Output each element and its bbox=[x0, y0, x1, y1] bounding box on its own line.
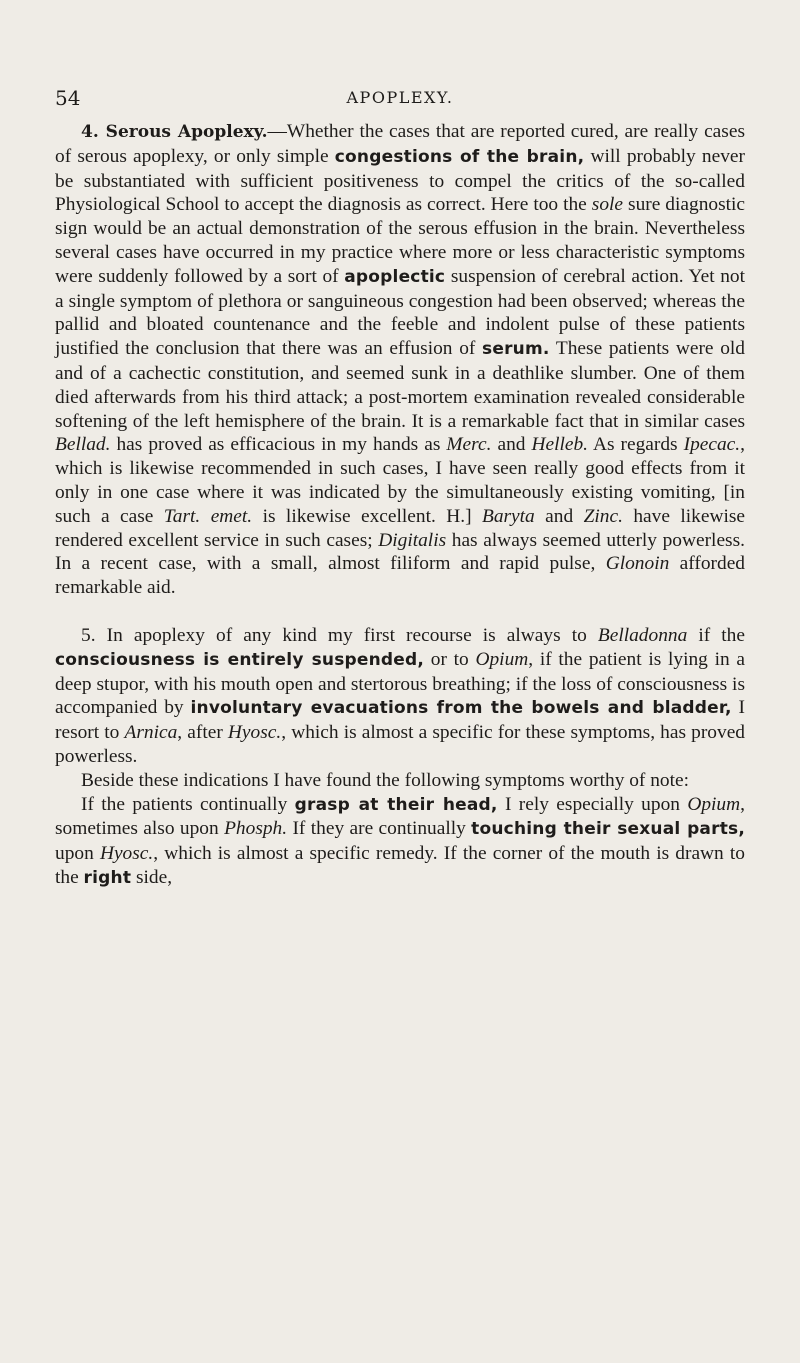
paragraph-apoplexy-recourse bbox=[55, 624, 745, 769]
text-run: , which is almost a specific for these symptoms, has proved powerless. bbox=[55, 722, 745, 767]
text-run: 4. Serous Apoplexy. bbox=[81, 122, 268, 142]
text-run: right bbox=[83, 867, 132, 888]
text-run: , after bbox=[177, 722, 228, 744]
text-run: Merc. bbox=[446, 434, 492, 456]
text-run: Hyosc. bbox=[99, 843, 154, 865]
text-run: If they are continually bbox=[287, 818, 472, 840]
text-run: —Whether the cases that are reported cured, are really cases of serous apoplexy, or only simple bbox=[55, 121, 745, 167]
text-run: I resort to bbox=[55, 697, 746, 744]
text-run: touching their sexual parts, bbox=[471, 819, 745, 840]
text-run: , if the patient is lying in a deep stupor, with his mouth open and stertorous breathing; if the loss of consciousness is accompanied by bbox=[55, 648, 745, 719]
text-run: if the bbox=[687, 624, 745, 646]
text-run: apoplectic bbox=[344, 266, 446, 287]
text-run: suspension of cerebral action. Yet not a single symptom of plethora or sanguineous congestion had been observed; whereas the pallid and bloated countenance and the feeble and indolent pulse of these patients justified the conclusion that there was an effusion of bbox=[55, 265, 746, 360]
text-run: consciousness is entirely suspended, bbox=[55, 649, 425, 670]
text-run: If the patients continually bbox=[81, 793, 295, 815]
text-run: Hyosc. bbox=[227, 722, 282, 744]
text-run: sole bbox=[591, 194, 624, 216]
text-run: has proved as efficacious in my hands as bbox=[110, 434, 447, 456]
paragraph-indications bbox=[55, 769, 745, 793]
text-run: Zinc. bbox=[583, 505, 623, 527]
text-run: These patients were old and of a cachectic constitution, and seemed sunk in a deathlike slumber. One of them died afterwards from his third attack; a post-mortem examination revealed considerable softening of the left hemisphere of the brain. It is a remarkable fact that in similar cases bbox=[55, 338, 745, 432]
paragraph-serous-apoplexy bbox=[55, 120, 745, 600]
text-run: involuntary evacuations from the bowels and bladder, bbox=[190, 698, 732, 719]
text-run: , sometimes also upon bbox=[55, 793, 745, 840]
text-run: Beside these indications I have found the following symptoms worthy of note: bbox=[81, 769, 690, 791]
text-run: sure diagnostic sign would be an actual demonstration of the serous effusion in the brain. Nevertheless several cases have occurred in my practice where more or less characteristic symptoms were suddenly followed by a sort of bbox=[55, 194, 746, 287]
text-run: Belladonna bbox=[597, 624, 688, 646]
text-run: upon bbox=[55, 843, 100, 865]
text-run: afforded remarkable aid. bbox=[55, 553, 746, 599]
text-run: 5. In apoplexy of any kind my first recourse is always to bbox=[81, 624, 598, 646]
text-run: Ipecac. bbox=[683, 434, 741, 456]
page-header bbox=[55, 86, 745, 112]
text-run: Arnica bbox=[124, 722, 178, 744]
text-run: , which is likewise recommended in such cases, I have seen really good effects from it only in one case where it was indicated by the simultaneously existing vomiting, [in such a case bbox=[55, 434, 745, 527]
text-run: Digitalis bbox=[378, 529, 447, 551]
text-run: and bbox=[491, 434, 532, 456]
running-head: APOPLEXY. bbox=[346, 88, 454, 107]
text-run: and bbox=[534, 505, 584, 527]
text-run: Opium bbox=[475, 648, 529, 670]
text-run: serum. bbox=[482, 339, 550, 360]
text-run: has always seemed utterly powerless. In a recent case, with a small, almost filiform and rapid pulse, bbox=[55, 529, 745, 575]
text-run: have likewise rendered excellent service in such cases; bbox=[55, 505, 746, 551]
text-run: I rely especially upon bbox=[497, 793, 688, 815]
text-run: Baryta bbox=[481, 505, 535, 527]
text-run: is likewise excellent. H.] bbox=[252, 505, 482, 527]
text-run: will probably never be substantiated with sufficient positiveness to compel the critics of the so-called Physiological School to accept the diagnosis as correct. Here too the bbox=[55, 145, 745, 216]
page-number: 54 bbox=[55, 86, 81, 110]
text-run: , which is almost a specific remedy. If the corner of the mouth is drawn to the bbox=[55, 843, 745, 888]
text-run: As regards bbox=[588, 434, 684, 456]
text-run: or to bbox=[424, 648, 476, 670]
text-run: grasp at their head, bbox=[294, 794, 498, 815]
text-run: Glonoin bbox=[605, 553, 670, 575]
text-run: Tart. emet. bbox=[163, 505, 253, 527]
body-text bbox=[55, 120, 745, 891]
text-run: Bellad. bbox=[55, 434, 111, 456]
text-run: Helleb. bbox=[531, 434, 589, 456]
text-run: Phosph. bbox=[224, 818, 288, 840]
text-run: Opium bbox=[687, 793, 741, 815]
text-run: congestions of the brain, bbox=[334, 146, 585, 167]
paragraph-symptoms bbox=[55, 793, 745, 891]
text-run: side, bbox=[131, 866, 173, 888]
